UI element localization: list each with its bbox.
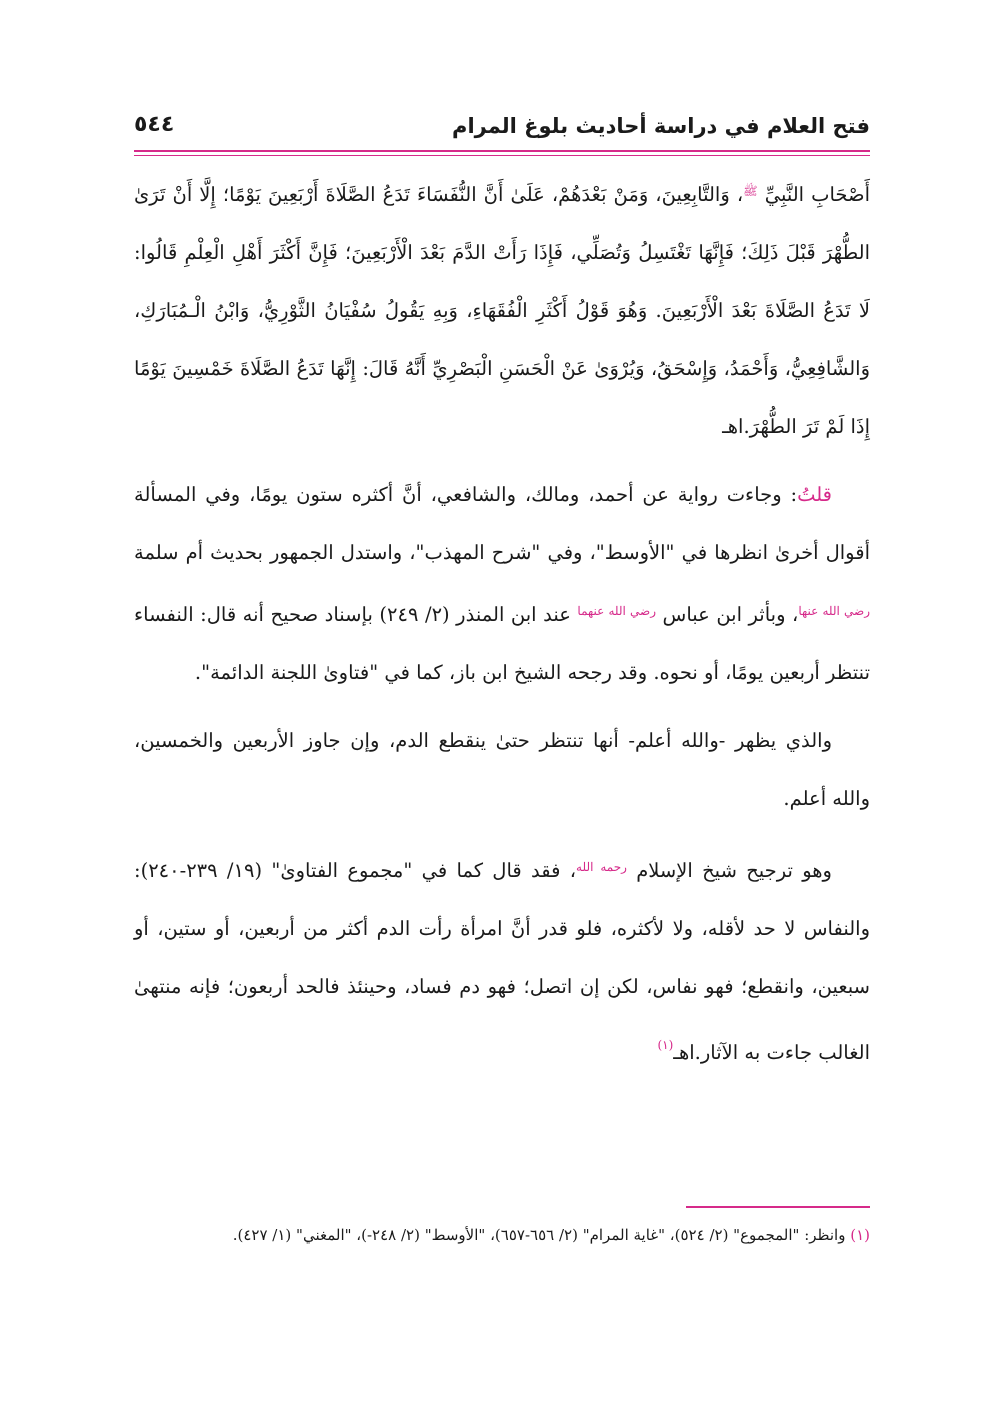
footnote-number: (١): [850, 1226, 870, 1244]
commentary-text-3: ، واستدل الجمهور بحديث أم سلمة: [134, 541, 416, 564]
honorific-prophet: ﷺ: [743, 184, 758, 198]
footnote-separator: [686, 1206, 870, 1208]
honorific-rahimahullah: رحمه الله: [576, 860, 627, 874]
footnote: [134, 1218, 870, 1252]
footnote-reference[interactable]: (١): [657, 1038, 674, 1052]
honorific-radiyallahu-anha: رضي الله عنها: [798, 604, 871, 618]
commentary-paragraph: [134, 466, 870, 702]
book-ref-awsat: "الأوسط": [595, 541, 675, 564]
ibn-taymiyyah-paragraph: [134, 838, 870, 1082]
header-rule-thick: [134, 150, 870, 152]
tarjih-text-1: وهو ترجيح شيخ الإسلام: [626, 859, 832, 882]
tarjih-text-3: (١٩/ ٢٣٩-٢٤٠): والنفاس لا حد لأقله، ولا لأكثره، فلو قدر أنَّ امرأة رأت الدم أكثر من أربعين، أو ستين، أو سبعين، وانقطع؛ فهو نفاس، لكن إن اتصل؛ فهو دم فساد، وحينئذ فالحد أربعون؛ فإنه منتهىٰ الغالب جاءت به الآثار.اهـ: [134, 859, 870, 1064]
quote-text-start: أَصْحَابِ النَّبِيِّ: [764, 183, 870, 206]
running-header: [134, 108, 870, 148]
commentary-text-2: ، وفي: [540, 541, 596, 564]
page-number: ٥٤٤: [134, 112, 175, 137]
book-title: فتح العلام في دراسة أحاديث بلوغ المرام: [452, 114, 870, 138]
header-rule-thin: [134, 155, 870, 156]
commentary-text-6: .: [194, 661, 202, 684]
hadith-quote-paragraph: [134, 162, 870, 456]
quote-text-rest: ، وَالتَّابِعِينَ، وَمَنْ بَعْدَهُمْ، عَلَىٰ أَنَّ النُّفَسَاءَ تَدَعُ الصَّلَاةَ أَرْبَعِينَ يَوْمًا؛ إِلَّا أَنْ تَرَىٰ الطُّهْرَ قَبْلَ ذَلِكَ؛ فَإِنَّهَا تَغْتَسِلُ وَتُصَلِّي، فَإِذَا رَأَتْ الدَّمَ بَعْدَ الْأَرْبَعِينَ؛ فَإِنَّ أَكْثَرَ أَهْلِ الْعِلْمِ قَالُوا: لَا تَدَعُ الصَّلَاةَ بَعْدَ الْأَرْبَعِينَ. وَهُوَ قَوْلُ أَكْثَرِ الْفُقَهَاءِ، وَبِهِ يَقُولُ سُفْيَانُ الثَّوْرِيُّ، وَابْنُ الْـمُبَارَكِ، وَالشَّافِعِيُّ، وَأَحْمَدُ، وَإِسْحَقُ، وَيُرْوَىٰ عَنْ الْحَسَنِ الْبَصْرِيِّ أَنَّهُ قَالَ: إِنَّهَا تَدَعُ الصَّلَاةَ خَمْسِينَ يَوْمًا إِذَا لَمْ تَرَ الطُّهْرَ.اهـ: [134, 183, 870, 438]
conclusion-paragraph: والذي يظهر -والله أعلم- أنها تنتظر حتىٰ ينقطع الدم، وإن جاوز الأربعين والخمسين، والله أعلم.: [134, 729, 870, 810]
qultu-label: قلتُ: [797, 483, 832, 506]
commentary-text-4: ، وبأثر ابن عباس: [656, 603, 799, 626]
page-body: [134, 162, 870, 1082]
book-ref-fatawa-lajna: "فتاوىٰ اللجنة الدائمة": [201, 661, 379, 684]
commentary-text-5: عند ابن المنذر (٢/ ٢٤٩) بإسناد صحيح أنه قال: النفساء تنتظر أربعين يومًا، أو نحوه. وقد رجحه الشيخ ابن باز، كما في: [134, 603, 870, 684]
commentary-text-1: : وجاءت رواية عن أحمد، ومالك، والشافعي، أنَّ أكثره ستون يومًا، وفي المسألة أقوال أخرىٰ انظرها في: [134, 483, 870, 564]
book-ref-majmu-fatawa: "مجموع الفتاوىٰ": [271, 859, 413, 882]
honorific-radiyallahu-anhuma: رضي الله عنهما: [577, 604, 656, 618]
book-ref-sharh-muhadhdhab: "شرح المهذب": [415, 541, 541, 564]
tarjih-text-2: ، فقد قال كما في: [412, 859, 577, 882]
footnote-text: وانظر: "المجموع" (٢/ ٥٢٤)، "غاية المرام" (٢/ ٦٥٦-٦٥٧)، "الأوسط" (٢/ ٢٤٨-)، "المغني" (١/ ٤٢٧).: [232, 1226, 846, 1244]
